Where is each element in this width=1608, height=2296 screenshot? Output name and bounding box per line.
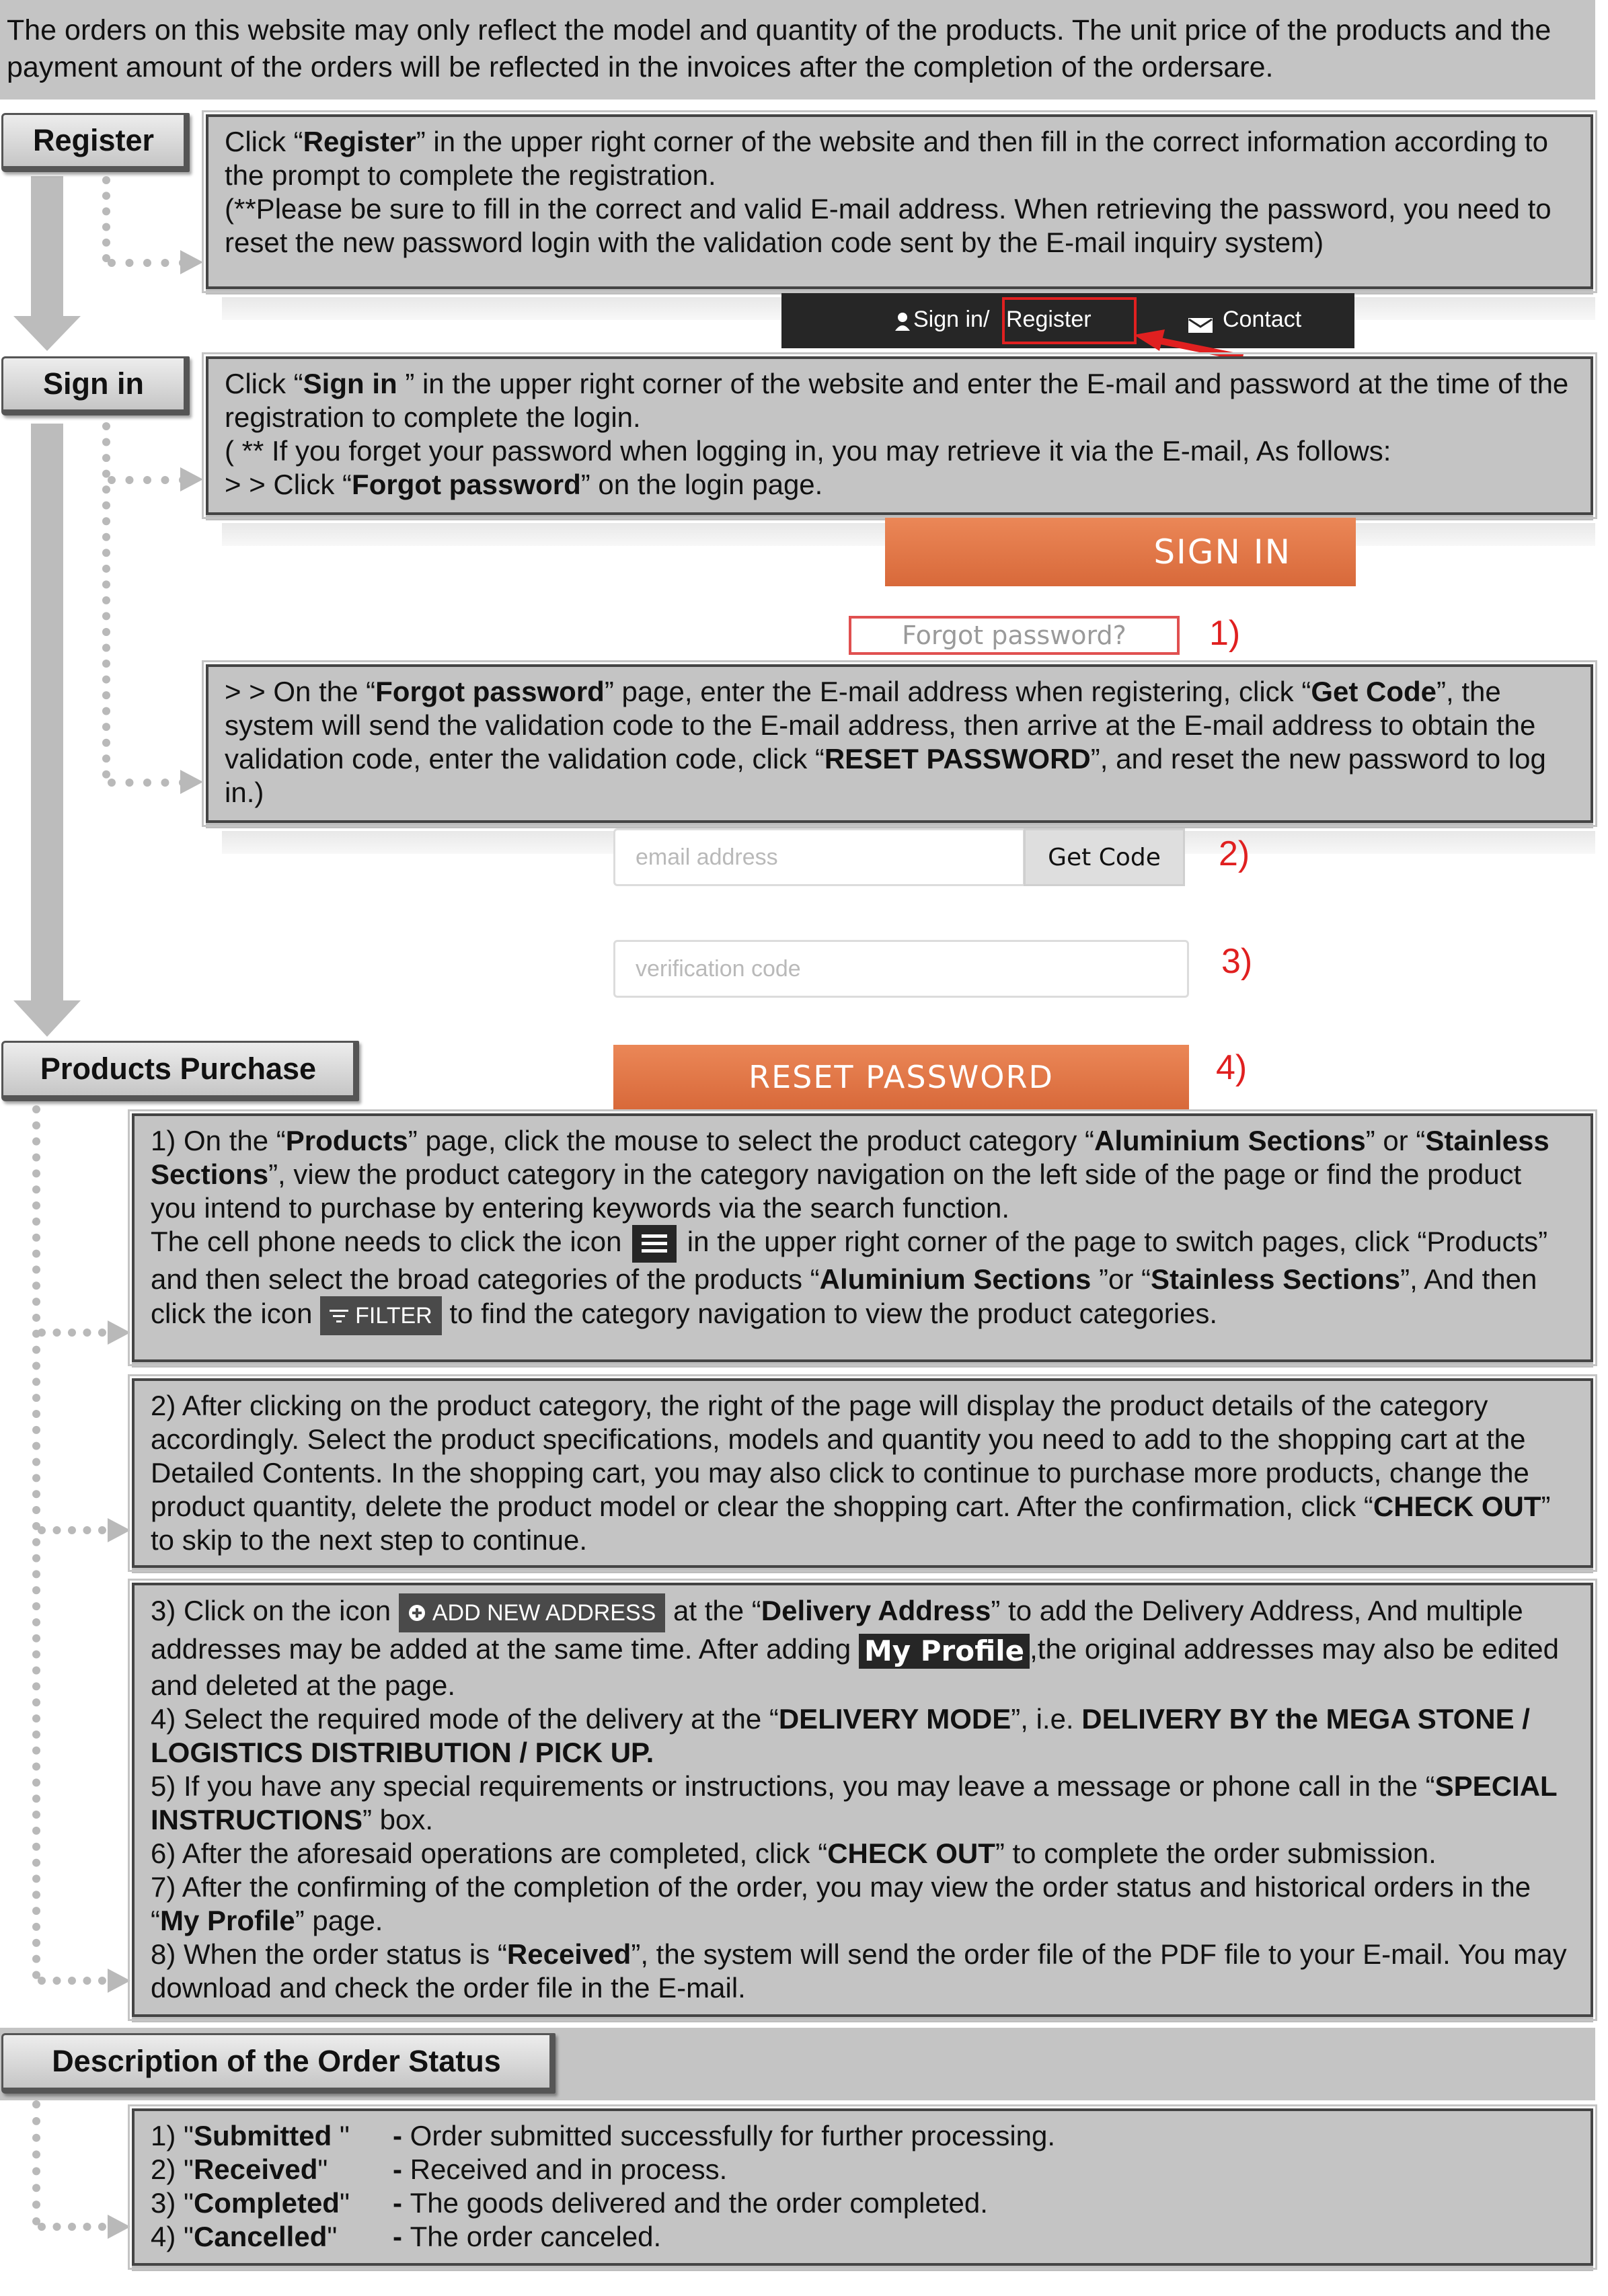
- status-row: 2) "Received" - Received and in process.: [151, 2153, 728, 2185]
- status-row: 4) "Cancelled" - The order canceled.: [151, 2221, 662, 2252]
- text: ”or “: [1091, 1263, 1151, 1295]
- connector-dots: [38, 1329, 106, 1337]
- connector-dots: [102, 176, 110, 262]
- keyword: CHECK OUT: [1373, 1491, 1541, 1522]
- purchase-step-1: [132, 1113, 1593, 1362]
- text: 5) If you have any special requirements or instructions, you may leave a message or phone call in the “: [151, 1770, 1435, 1802]
- connector-arrow: [108, 1518, 130, 1542]
- text: ": [317, 2153, 328, 2185]
- purchase-step-2: [132, 1378, 1593, 1568]
- user-icon: [894, 311, 911, 329]
- topbar-contact[interactable]: Contact: [1223, 307, 1302, 332]
- connector-arrow: [108, 1320, 130, 1345]
- keyword: Stainless Sections: [1151, 1263, 1401, 1295]
- status-desc: The order canceled.: [410, 2221, 662, 2252]
- add-new-address-sample: [399, 1593, 666, 1632]
- email-placeholder: email address: [636, 844, 778, 870]
- text: 7) After the confirming of the completion of the order, you may view the order status and historical orders in the “: [151, 1870, 1531, 1936]
- keyword-getcode: Get Code: [1311, 676, 1437, 707]
- keyword: SPECIAL INSTRUCTIONS: [151, 1770, 1557, 1835]
- flow-arrow-head: [13, 316, 81, 351]
- status-name: Completed: [193, 2187, 340, 2219]
- keyword-signin: Sign in: [303, 368, 397, 399]
- text: 2) After clicking on the product category, the right of the page will display the product details of the category accordingly. Select the product specifications, models and quantity you need to add to the shopping cart at the Detailed Contents. In the shopping cart, you may also click to continue to purchase more products, change the product quantity, delete the product model or clear the shopping cart. After the confirmation, click “: [151, 1390, 1529, 1522]
- order-status-list: [132, 2108, 1593, 2266]
- keyword: My Profile: [160, 1904, 295, 1936]
- connector-dots: [108, 259, 187, 267]
- connector-arrow: [108, 1969, 130, 1993]
- text: at the “: [665, 1595, 761, 1627]
- status-desc: Received and in process.: [410, 2153, 728, 2185]
- text: 3) Click on the icon: [151, 1595, 391, 1627]
- keyword: Delivery Address: [761, 1595, 991, 1627]
- text: ” to skip to the next step to continue.: [151, 1491, 1551, 1556]
- connector-dots: [38, 2223, 106, 2231]
- red-pointer-arrow: [1130, 328, 1244, 360]
- text: ” or “: [1365, 1125, 1426, 1156]
- text: > > Click “: [225, 469, 352, 500]
- text: ” box.: [362, 1803, 434, 1835]
- keyword: Received: [506, 1938, 631, 1970]
- keyword: Aluminium Sections: [819, 1263, 1092, 1295]
- get-code-button[interactable]: [1024, 828, 1185, 886]
- text: 4) ": [151, 2221, 194, 2252]
- text: ”, view the product category in the category navigation on the left side of the page or find the product you intend to purchase by entering keywords via the search function.: [151, 1158, 1522, 1224]
- text: ”, and reset the new password to log in.): [225, 743, 1546, 808]
- text: Click “: [225, 368, 303, 399]
- signin-note: ( ** If you forget your password when logging in, you may retrieve it via the E-mail, As follows:: [225, 435, 1391, 467]
- step-status-label: Description of the Order Status: [52, 2044, 501, 2078]
- status-name: Cancelled: [193, 2221, 328, 2252]
- email-field[interactable]: [613, 828, 1025, 886]
- text: ” in the upper right corner of the website and enter the E-mail and password at the time of the registration to complete the login.: [225, 368, 1569, 433]
- text: ” page.: [295, 1904, 383, 1936]
- topbar-register[interactable]: Register: [1006, 307, 1092, 332]
- connector-dots: [38, 1526, 106, 1534]
- get-code-label: Get Code: [1048, 843, 1161, 871]
- text: ”, And then click the icon: [151, 1263, 1537, 1330]
- signin-instructions: [206, 356, 1593, 515]
- text: to find the category navigation to view the product categories.: [441, 1298, 1218, 1330]
- connector-dots: [108, 779, 187, 787]
- step-order-status: [1, 2033, 556, 2094]
- keyword: Stainless Sections: [151, 1125, 1549, 1190]
- notice-text: The orders on this website may only reflect the model and quantity of the products. The unit price of the products and the payment amount of the orders will be reflected in the invoices after the completion of the ordersare.: [7, 14, 1552, 83]
- keyword: CHECK OUT: [827, 1837, 995, 1869]
- text: 8) When the order status is “: [151, 1938, 507, 1970]
- purchase-step-3: [132, 1583, 1593, 2017]
- signin-button[interactable]: [885, 518, 1356, 586]
- connector-arrow: [180, 770, 203, 794]
- keyword: Aluminium Sections: [1094, 1125, 1366, 1156]
- signin-button-label: SIGN IN: [1153, 532, 1291, 571]
- text: 2) ": [151, 2153, 194, 2185]
- reset-password-label: RESET PASSWORD: [749, 1059, 1054, 1095]
- text: in the upper right corner of the page to switch pages, click “Products” and then select the broad categories of the products “: [151, 1226, 1548, 1295]
- forgot-password-link[interactable]: [849, 616, 1180, 655]
- flow-arrow-shaft: [31, 424, 63, 1002]
- register-note: (**Please be sure to fill in the correct and valid E-mail address. When retrieving the password, you need to reset the new password login with the validation code sent by the E-mail inquiry system): [225, 193, 1552, 258]
- connector-dots: [32, 1105, 40, 1979]
- text: ,the original addresses may also be edited and deleted at the page.: [151, 1633, 1559, 1701]
- text: ": [327, 2221, 338, 2252]
- register-highlight: [1002, 297, 1137, 344]
- keyword: DELIVERY BY the MEGA STONE / LOGISTICS DISTRIBUTION / PICK UP.: [151, 1702, 1530, 1768]
- step-signin: [1, 356, 190, 415]
- status-name: Submitted: [193, 2120, 332, 2151]
- text: ” page, click the mouse to select the product category “: [408, 1125, 1094, 1156]
- text: ”, the system will send the validation code to the E-mail address, then arrive at the E-mail address to obtain the validation code, enter the validation code, click “: [225, 676, 1536, 775]
- add-address-label: ADD NEW ADDRESS: [432, 1600, 656, 1626]
- text: 6) After the aforesaid operations are completed, click “: [151, 1837, 828, 1869]
- flow-arrow-head: [13, 1000, 81, 1037]
- mail-icon: [1188, 313, 1213, 329]
- status-row: 1) "Submitted " - Order submitted successfully for further processing.: [151, 2120, 1056, 2151]
- notice-banner: [0, 0, 1595, 100]
- text: ”, i.e.: [1011, 1702, 1082, 1735]
- verification-code-field[interactable]: [613, 940, 1189, 998]
- forgot-password-label: Forgot password?: [902, 621, 1126, 650]
- keyword-reset: RESET PASSWORD: [824, 743, 1091, 775]
- text: ": [332, 2120, 350, 2151]
- keyword-forgot: Forgot password: [352, 469, 581, 500]
- connector-arrow: [180, 250, 203, 274]
- status-name: Received: [193, 2153, 318, 2185]
- text: 1) ": [151, 2120, 194, 2151]
- filter-label: FILTER: [355, 1303, 432, 1329]
- text: ” on the login page.: [580, 469, 823, 500]
- step-signin-label: Sign in: [43, 366, 144, 401]
- menu-icon: [632, 1225, 677, 1263]
- status-desc: The goods delivered and the order completed.: [410, 2187, 988, 2219]
- topbar-sample: [781, 293, 1354, 348]
- keyword: Products: [285, 1125, 408, 1156]
- text: 4) Select the required mode of the delivery at the “: [151, 1702, 779, 1735]
- text: ” page, enter the E-mail address when registering, click “: [604, 676, 1311, 707]
- text: ” to complete the order submission.: [995, 1837, 1437, 1869]
- text: > > On the “: [225, 676, 376, 707]
- forgot-password-instructions: [206, 664, 1593, 823]
- connector-arrow: [180, 467, 203, 491]
- text: ": [339, 2187, 350, 2219]
- step-label-1: 1): [1209, 614, 1241, 653]
- text: 3) ": [151, 2187, 194, 2219]
- reset-password-button[interactable]: [613, 1045, 1189, 1109]
- status-row: 3) "Completed" - The goods delivered and the order completed.: [151, 2187, 988, 2219]
- keyword-register: Register: [303, 126, 416, 157]
- text: Click “: [225, 126, 303, 157]
- step-label-4: 4): [1216, 1048, 1248, 1087]
- step-products-purchase: [1, 1041, 359, 1101]
- keyword-forgot: Forgot password: [375, 676, 605, 707]
- keyword: DELIVERY MODE: [778, 1702, 1011, 1735]
- text: 1) On the “: [151, 1125, 286, 1156]
- text: ” to add the Delivery Address, And multiple addresses may be added at the same time. After adding: [151, 1595, 1523, 1665]
- plus-circle-icon: [408, 1604, 426, 1622]
- my-profile-sample: My Profile: [859, 1634, 1030, 1669]
- connector-dots: [32, 2100, 40, 2225]
- topbar-signin[interactable]: Sign in/: [913, 307, 990, 332]
- verification-placeholder: verification code: [636, 955, 801, 982]
- connector-dots: [38, 1977, 106, 1985]
- connector-arrow: [108, 2215, 130, 2239]
- step-purchase-label: Products Purchase: [40, 1052, 317, 1086]
- register-instructions: [206, 114, 1593, 289]
- step-label-3: 3): [1221, 942, 1253, 981]
- flow-arrow-shaft: [31, 176, 63, 321]
- step-label-2: 2): [1219, 834, 1250, 873]
- text: ”, the system will send the order file of the PDF file to your E-mail. You may download and check the order file in the E-mail.: [151, 1938, 1567, 2004]
- filter-icon: [330, 1308, 348, 1323]
- step-register-label: Register: [32, 123, 155, 157]
- status-desc: Order submitted successfully for further processing.: [410, 2120, 1056, 2151]
- filter-button-sample: [320, 1296, 442, 1335]
- text: ” in the upper right corner of the website and then fill in the correct information according to the prompt to complete the registration.: [225, 126, 1548, 191]
- step-register: [1, 113, 190, 172]
- connector-dots: [108, 476, 187, 484]
- text: The cell phone needs to click the icon: [151, 1226, 622, 1258]
